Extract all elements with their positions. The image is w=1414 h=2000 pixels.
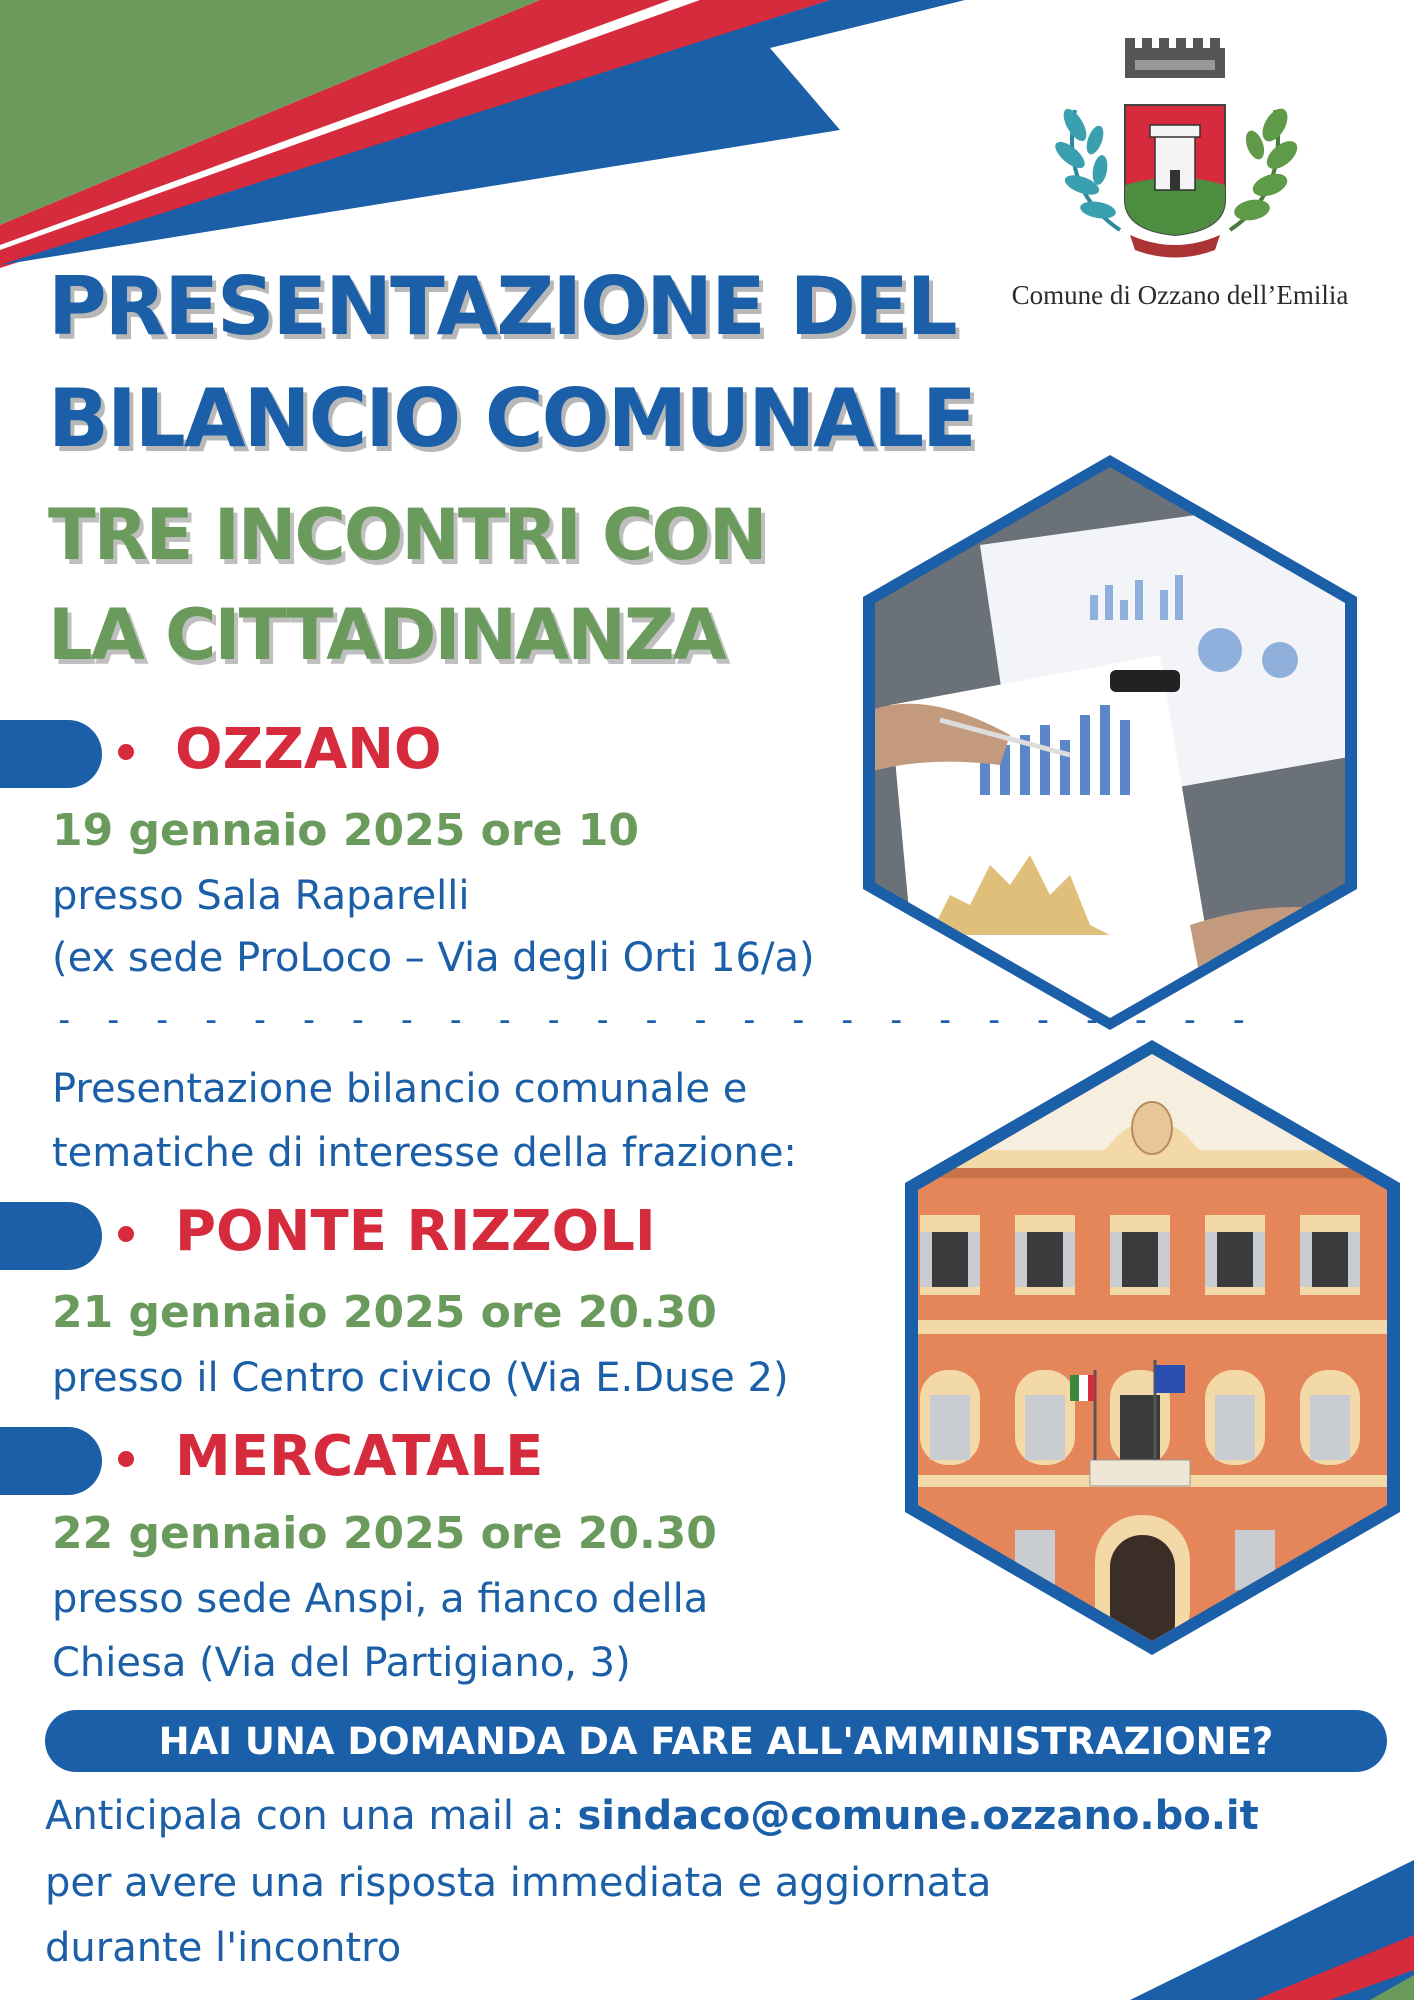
subtitle-line-1: TRE INCONTRI CON — [48, 494, 766, 576]
title-line-2: BILANCIO COMUNALE — [48, 372, 975, 465]
contact-lead: Anticipala con una mail a: — [45, 1793, 578, 1839]
title-line-1: PRESENTAZIONE DEL — [48, 260, 956, 353]
bullet-icon — [118, 744, 134, 760]
coat-of-arms-icon — [1020, 30, 1370, 320]
event-address: presso il Centro civico (Via E.Duse 2) — [52, 1355, 789, 1401]
event-tab-ponte-rizzoli — [0, 1202, 102, 1270]
question-banner — [45, 1710, 1387, 1772]
contact-text: per avere una risposta immediata e aggiornata — [45, 1860, 992, 1906]
intro-text: tematiche di interesse della frazione: — [52, 1130, 797, 1176]
event-address: Chiesa (Via del Partigiano, 3) — [52, 1640, 631, 1686]
event-address: (ex sede ProLoco – Via degli Orti 16/a) — [52, 935, 815, 981]
financial-charts-photo — [860, 455, 1360, 1030]
intro-text: Presentazione bilancio comunale e — [52, 1066, 748, 1112]
email-link[interactable]: sindaco@comune.ozzano.bo.it — [577, 1793, 1259, 1839]
town-hall-building-photo — [905, 1040, 1400, 1655]
event-address: presso sede Anspi, a fianco della — [52, 1576, 709, 1622]
event-location: OZZANO — [175, 717, 442, 782]
event-date: 19 gennaio 2025 ore 10 — [52, 805, 639, 856]
event-tab-ozzano — [0, 720, 102, 788]
event-date: 21 gennaio 2025 ore 20.30 — [52, 1287, 717, 1338]
event-address: presso Sala Raparelli — [52, 873, 470, 919]
bullet-icon — [118, 1226, 134, 1242]
bullet-icon — [118, 1451, 134, 1467]
contact-line — [45, 1793, 1259, 1839]
subtitle-line-2: LA CITTADINANZA — [48, 594, 725, 676]
contact-text: durante l'incontro — [45, 1925, 402, 1971]
event-location: PONTE RIZZOLI — [175, 1199, 656, 1264]
logo-caption: Comune di Ozzano dell’Emilia — [1011, 280, 1349, 310]
event-date: 22 gennaio 2025 ore 20.30 — [52, 1508, 717, 1559]
question-text: HAI UNA DOMANDA DA FARE ALL'AMMINISTRAZIONE? — [158, 1719, 1274, 1763]
event-location: MERCATALE — [175, 1424, 544, 1489]
event-tab-mercatale — [0, 1427, 102, 1495]
dashed-separator: - - - - - - - - - - - - - - - - - - - - - - - - - — [54, 1000, 1254, 1040]
